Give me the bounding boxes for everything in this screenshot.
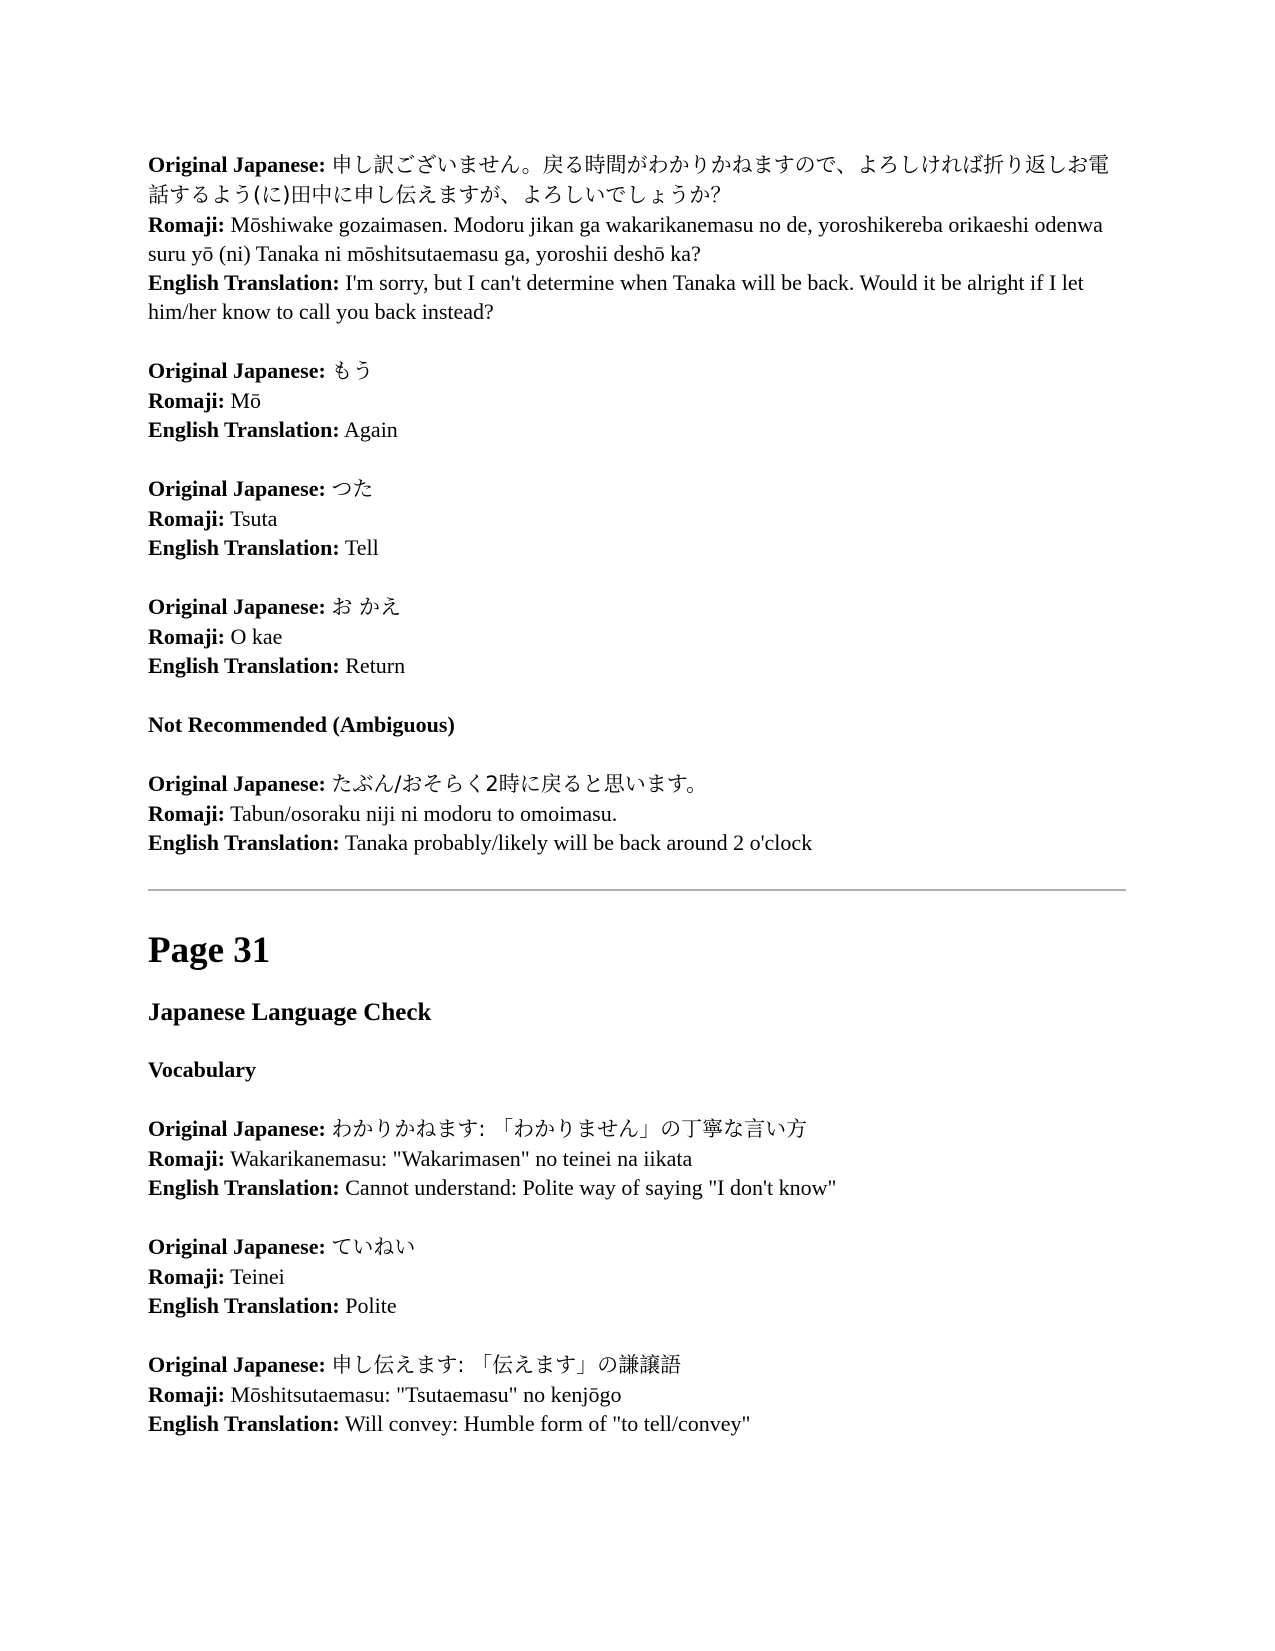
section-heading: Japanese Language Check (148, 999, 432, 1026)
original-japanese-text: お かえ (331, 595, 402, 619)
entry-tabun (148, 769, 1128, 857)
original-japanese-label: Original Japanese: (148, 1352, 326, 1377)
original-japanese-text: たぶん/おそらく2時に戻ると思います。 (331, 772, 708, 796)
english-translation-line (148, 533, 1128, 562)
page-divider (148, 889, 1126, 891)
english-translation-text: Again (344, 417, 398, 442)
original-japanese-text: 申し訳ございません。戻る時間がわかりかねますので、よろしければ折り返しお電話するよう(に)田中に申し伝えますが、よろしいでしょうか？ (148, 153, 1110, 207)
english-translation-line (148, 1291, 1128, 1320)
page-heading: Page 31 (148, 930, 271, 971)
romaji-label: Romaji: (148, 212, 225, 237)
original-japanese-text: わかりかねます: 「わかりません」の丁寧な言い方 (331, 1117, 808, 1141)
original-japanese-label: Original Japanese: (148, 152, 326, 177)
entry-apology (148, 150, 1128, 326)
english-translation-line (148, 1173, 1128, 1202)
romaji-line (148, 210, 1128, 268)
english-translation-label: English Translation: (148, 417, 340, 442)
not-recommended-heading: Not Recommended (Ambiguous) (148, 712, 455, 737)
romaji-label: Romaji: (148, 624, 225, 649)
english-translation-label: English Translation: (148, 653, 340, 678)
original-japanese-line (148, 769, 1128, 799)
romaji-text: Mō (230, 388, 262, 413)
english-translation-text: Polite (345, 1293, 397, 1318)
original-japanese-text: もう (331, 359, 374, 383)
english-translation-line (148, 415, 1128, 444)
original-japanese-label: Original Japanese: (148, 1116, 326, 1141)
romaji-text: Mōshiwake gozaimasen. Modoru jikan ga wakarikanemasu no de, yoroshikereba orikaeshi odenwa suru yō (ni) Tanaka ni mōshitsutaemasu ga, yoroshii deshō ka? (148, 212, 1103, 266)
entry-moushitsutaemasu (148, 1350, 1128, 1438)
english-translation-label: English Translation: (148, 830, 340, 855)
romaji-line (148, 1144, 1128, 1173)
original-japanese-line (148, 474, 1128, 504)
entry-mou (148, 356, 1128, 444)
romaji-text: Wakarikanemasu: "Wakarimasen" no teinei na iikata (230, 1146, 693, 1171)
original-japanese-label: Original Japanese: (148, 771, 326, 796)
original-japanese-line (148, 1232, 1128, 1262)
english-translation-text: Tanaka probably/likely will be back around 2 o'clock (344, 830, 813, 855)
english-translation-text: Cannot understand: Polite way of saying "I don't know" (345, 1175, 837, 1200)
original-japanese-text: つた (331, 477, 374, 501)
english-translation-label: English Translation: (148, 1411, 340, 1436)
vocabulary-heading: Vocabulary (148, 1057, 256, 1082)
english-translation-text: Will convey: Humble form of "to tell/convey" (344, 1411, 751, 1436)
english-translation-line (148, 828, 1128, 857)
english-translation-line (148, 651, 1128, 680)
entry-tsuta (148, 474, 1128, 562)
romaji-line (148, 622, 1128, 651)
romaji-line (148, 1380, 1128, 1409)
romaji-label: Romaji: (148, 801, 225, 826)
original-japanese-line (148, 1114, 1128, 1144)
romaji-label: Romaji: (148, 1264, 225, 1289)
romaji-line (148, 1262, 1128, 1291)
romaji-text: Tabun/osoraku niji ni modoru to omoimasu. (230, 801, 618, 826)
romaji-line (148, 799, 1128, 828)
english-translation-text: Return (345, 653, 406, 678)
english-translation-label: English Translation: (148, 1293, 340, 1318)
english-translation-text: I'm sorry, but I can't determine when Tanaka will be back. Would it be alright if I let him/her know to call you back instead? (148, 270, 1084, 324)
romaji-text: Mōshitsutaemasu: "Tsutaemasu" no kenjōgo (230, 1382, 622, 1407)
english-translation-label: English Translation: (148, 1175, 340, 1200)
romaji-text: Tsuta (230, 506, 278, 531)
original-japanese-label: Original Japanese: (148, 594, 326, 619)
romaji-text: Teinei (230, 1264, 285, 1289)
original-japanese-label: Original Japanese: (148, 476, 326, 501)
entry-wakarikanemasu (148, 1114, 1128, 1202)
original-japanese-line (148, 592, 1128, 622)
document-page (148, 150, 1128, 1468)
romaji-label: Romaji: (148, 1382, 225, 1407)
english-translation-line (148, 268, 1128, 326)
romaji-label: Romaji: (148, 388, 225, 413)
english-translation-text: Tell (344, 535, 379, 560)
original-japanese-line (148, 356, 1128, 386)
original-japanese-label: Original Japanese: (148, 1234, 326, 1259)
entry-okae (148, 592, 1128, 680)
romaji-label: Romaji: (148, 506, 225, 531)
original-japanese-label: Original Japanese: (148, 358, 326, 383)
entry-teinei (148, 1232, 1128, 1320)
original-japanese-line (148, 1350, 1128, 1380)
romaji-label: Romaji: (148, 1146, 225, 1171)
romaji-line (148, 386, 1128, 415)
romaji-text: O kae (230, 624, 283, 649)
english-translation-label: English Translation: (148, 270, 340, 295)
original-japanese-text: 申し伝えます: 「伝えます」の謙譲語 (331, 1353, 682, 1377)
english-translation-line (148, 1409, 1128, 1438)
original-japanese-line (148, 150, 1128, 210)
english-translation-label: English Translation: (148, 535, 340, 560)
original-japanese-text: ていねい (331, 1235, 416, 1259)
romaji-line (148, 504, 1128, 533)
